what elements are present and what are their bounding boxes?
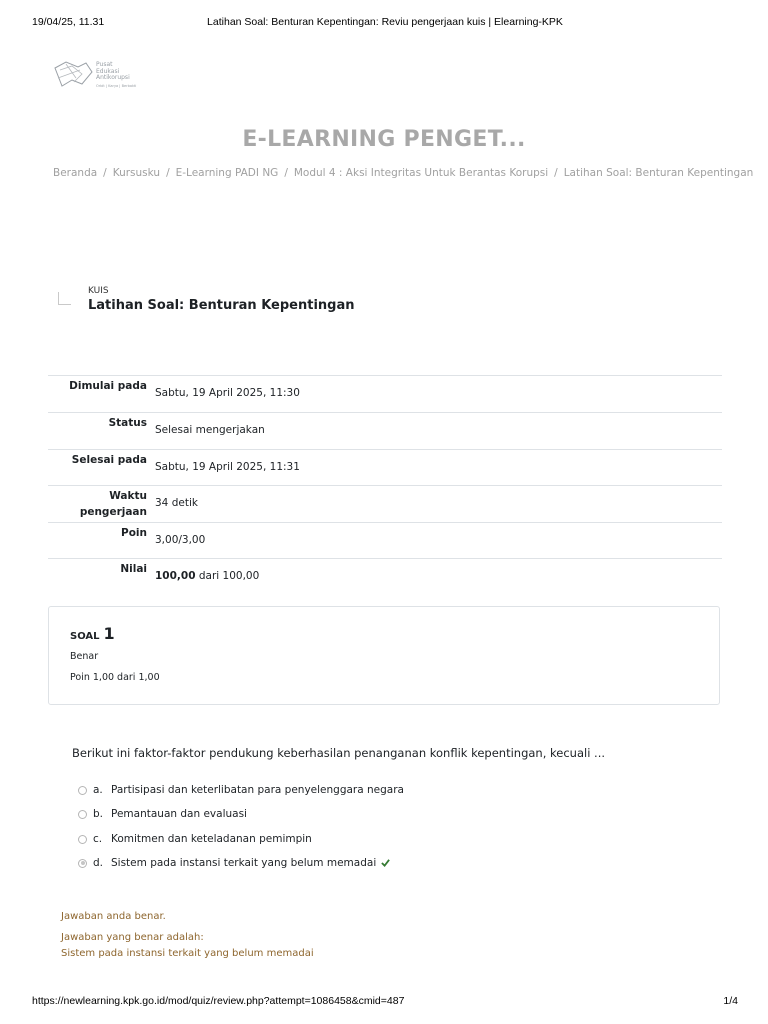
breadcrumb-module[interactable]: Modul 4 : Aksi Integritas Untuk Berantas Korupsi <box>293 167 549 179</box>
started-value: Sabtu, 19 April 2025, 11:30 <box>155 387 300 399</box>
breadcrumb-my-courses[interactable]: Kursusku <box>112 167 161 179</box>
time-taken-label: Waktu pengerjaan <box>79 490 147 518</box>
quiz-icon <box>58 292 71 305</box>
correct-answer-label: Jawaban yang benar adalah: <box>61 932 204 943</box>
radio-button[interactable] <box>78 810 87 819</box>
question-number: SOAL 1 <box>70 624 115 643</box>
status-label: Status <box>108 417 147 429</box>
question-info-box <box>48 606 720 705</box>
table-row <box>48 486 722 523</box>
radio-button[interactable] <box>78 786 87 795</box>
question-state: Benar <box>70 651 99 662</box>
finished-label: Selesai pada <box>71 453 147 466</box>
grade-label: Nilai <box>120 563 147 575</box>
breadcrumb-course[interactable]: E-Learning PADI NG <box>175 167 279 179</box>
site-title[interactable]: E-LEARNING PENGET... <box>242 127 526 152</box>
print-page-number: 1/4 <box>723 995 738 1007</box>
activity-type-label: KUIS <box>88 286 109 296</box>
radio-button[interactable] <box>78 835 87 844</box>
feedback-text: Jawaban anda benar. <box>61 911 166 922</box>
grade-value: 100,00 dari 100,00 <box>155 570 260 582</box>
finished-value: Sabtu, 19 April 2025, 11:31 <box>155 460 300 473</box>
started-label: Dimulai pada <box>69 380 147 392</box>
breadcrumb-quiz[interactable]: Latihan Soal: Benturan Kepentingan <box>563 167 754 179</box>
points-label: Poin <box>121 526 147 539</box>
question-mark: Poin 1,00 dari 1,00 <box>70 672 160 683</box>
print-url: https://newlearning.kpk.go.id/mod/quiz/review.php?attempt=1086458&cmid=487 <box>32 995 405 1007</box>
table-row <box>48 376 722 413</box>
print-date: 19/04/25, 11.31 <box>32 16 105 28</box>
print-title: Latihan Soal: Benturan Kepentingan: Reviu pengerjaan kuis | Elearning-KPK <box>207 16 563 28</box>
points-value: 3,00/3,00 <box>155 533 206 546</box>
correct-answer-text: Sistem pada instansi terkait yang belum memadai <box>61 948 314 959</box>
logo-text: Pusat Edukasi Antikorupsi Orbit | Karya | Berbakti <box>96 61 137 88</box>
status-value: Selesai mengerjakan <box>155 424 265 436</box>
table-row <box>48 449 722 486</box>
check-icon <box>381 858 390 867</box>
table-row <box>48 522 722 559</box>
breadcrumb-home[interactable]: Beranda <box>53 167 98 179</box>
table-row <box>48 559 722 596</box>
breadcrumb: Beranda / Kursusku / E-Learning PADI NG / Modul 4 : Aksi Integritas Untuk Berantas Korupsi / Latihan Soal: Benturan Kepentingan <box>53 167 754 179</box>
page-title: Latihan Soal: Benturan Kepentingan <box>88 298 355 313</box>
time-taken-value: 34 detik <box>155 497 198 509</box>
radio-button-selected[interactable] <box>78 859 87 868</box>
attempt-summary-table <box>48 375 722 595</box>
question-text: Berikut ini faktor-faktor pendukung keberhasilan penanganan konflik kepentingan, kecuali ... <box>72 746 606 760</box>
table-row <box>48 413 722 450</box>
